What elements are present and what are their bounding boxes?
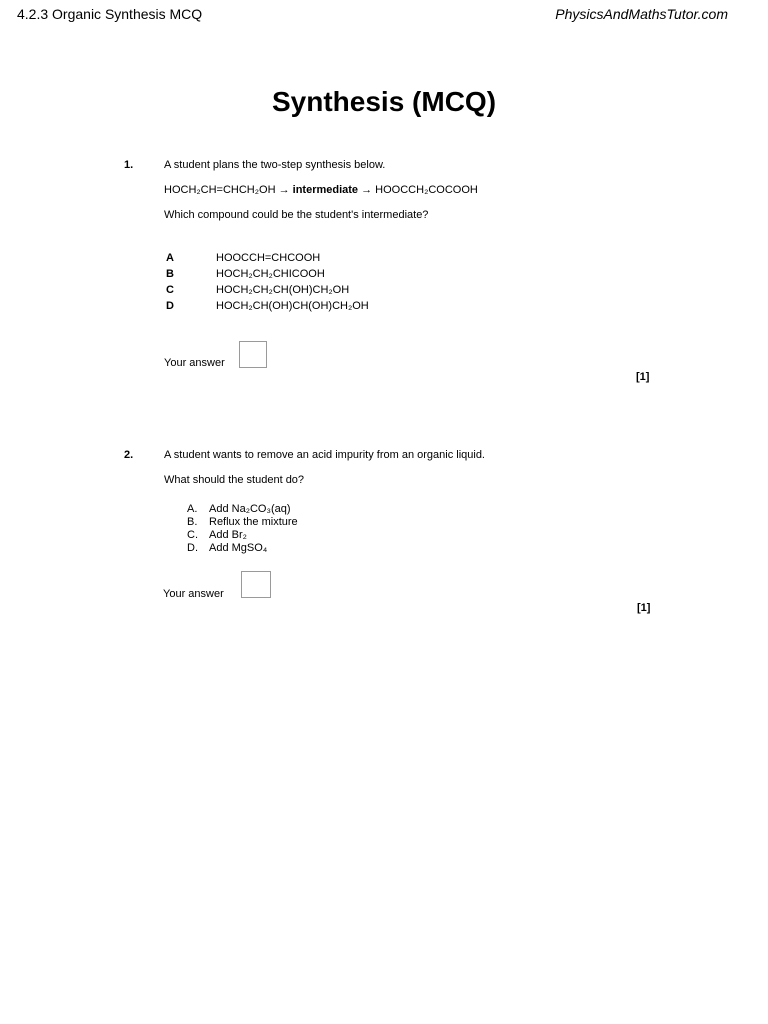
list-item bbox=[187, 516, 298, 529]
option-d-letter: D bbox=[166, 300, 174, 312]
marks: [1] bbox=[637, 602, 651, 614]
option-b-letter: B bbox=[166, 268, 174, 280]
answer-label: Your answer bbox=[163, 588, 224, 600]
reaction-scheme bbox=[164, 184, 478, 196]
question-stem: A student plans the two-step synthesis below. bbox=[164, 159, 386, 171]
option-c-text: HOCH₂CH₂CH(OH)CH₂OH bbox=[216, 284, 350, 296]
header-site: PhysicsAndMathsTutor.com bbox=[555, 6, 728, 22]
option-letter: C. bbox=[187, 529, 198, 541]
question-number: 1. bbox=[124, 159, 134, 171]
question-prompt: Which compound could be the student's intermediate? bbox=[164, 209, 429, 221]
reaction-intermediate: intermediate bbox=[292, 184, 359, 196]
option-letter: A. bbox=[187, 503, 198, 515]
option-a-letter: A bbox=[166, 252, 174, 264]
option-c-letter: C bbox=[166, 284, 174, 296]
list-item bbox=[187, 529, 298, 542]
list-item bbox=[187, 542, 298, 555]
header-topic: 4.2.3 Organic Synthesis MCQ bbox=[17, 6, 203, 22]
option-d-text: HOCH₂CH(OH)CH(OH)CH₂OH bbox=[216, 300, 369, 312]
question-prompt: What should the student do? bbox=[164, 474, 305, 486]
option-text: Add Br₂ bbox=[209, 529, 247, 541]
option-text: Reflux the mixture bbox=[209, 516, 298, 528]
reaction-end: → HOOCCH₂COCOOH bbox=[361, 184, 478, 196]
option-b-text: HOCH₂CH₂CHICOOH bbox=[216, 268, 325, 280]
option-list bbox=[187, 503, 298, 555]
option-a-text: HOOCCH=CHCOOH bbox=[216, 252, 321, 264]
answer-box[interactable] bbox=[239, 341, 267, 368]
reaction-start: HOCH₂CH=CHCH₂OH → bbox=[164, 184, 290, 196]
marks: [1] bbox=[636, 371, 650, 383]
question-stem: A student wants to remove an acid impurity from an organic liquid. bbox=[164, 449, 485, 461]
answer-label: Your answer bbox=[164, 357, 225, 369]
option-letter: D. bbox=[187, 542, 198, 554]
question-number: 2. bbox=[124, 449, 134, 461]
list-item bbox=[187, 503, 298, 516]
option-text: Add Na₂CO₃(aq) bbox=[209, 503, 291, 515]
option-text: Add MgSO₄ bbox=[209, 542, 268, 554]
answer-box[interactable] bbox=[241, 571, 271, 598]
option-letter: B. bbox=[187, 516, 198, 528]
page-title: Synthesis (MCQ) bbox=[271, 86, 497, 117]
